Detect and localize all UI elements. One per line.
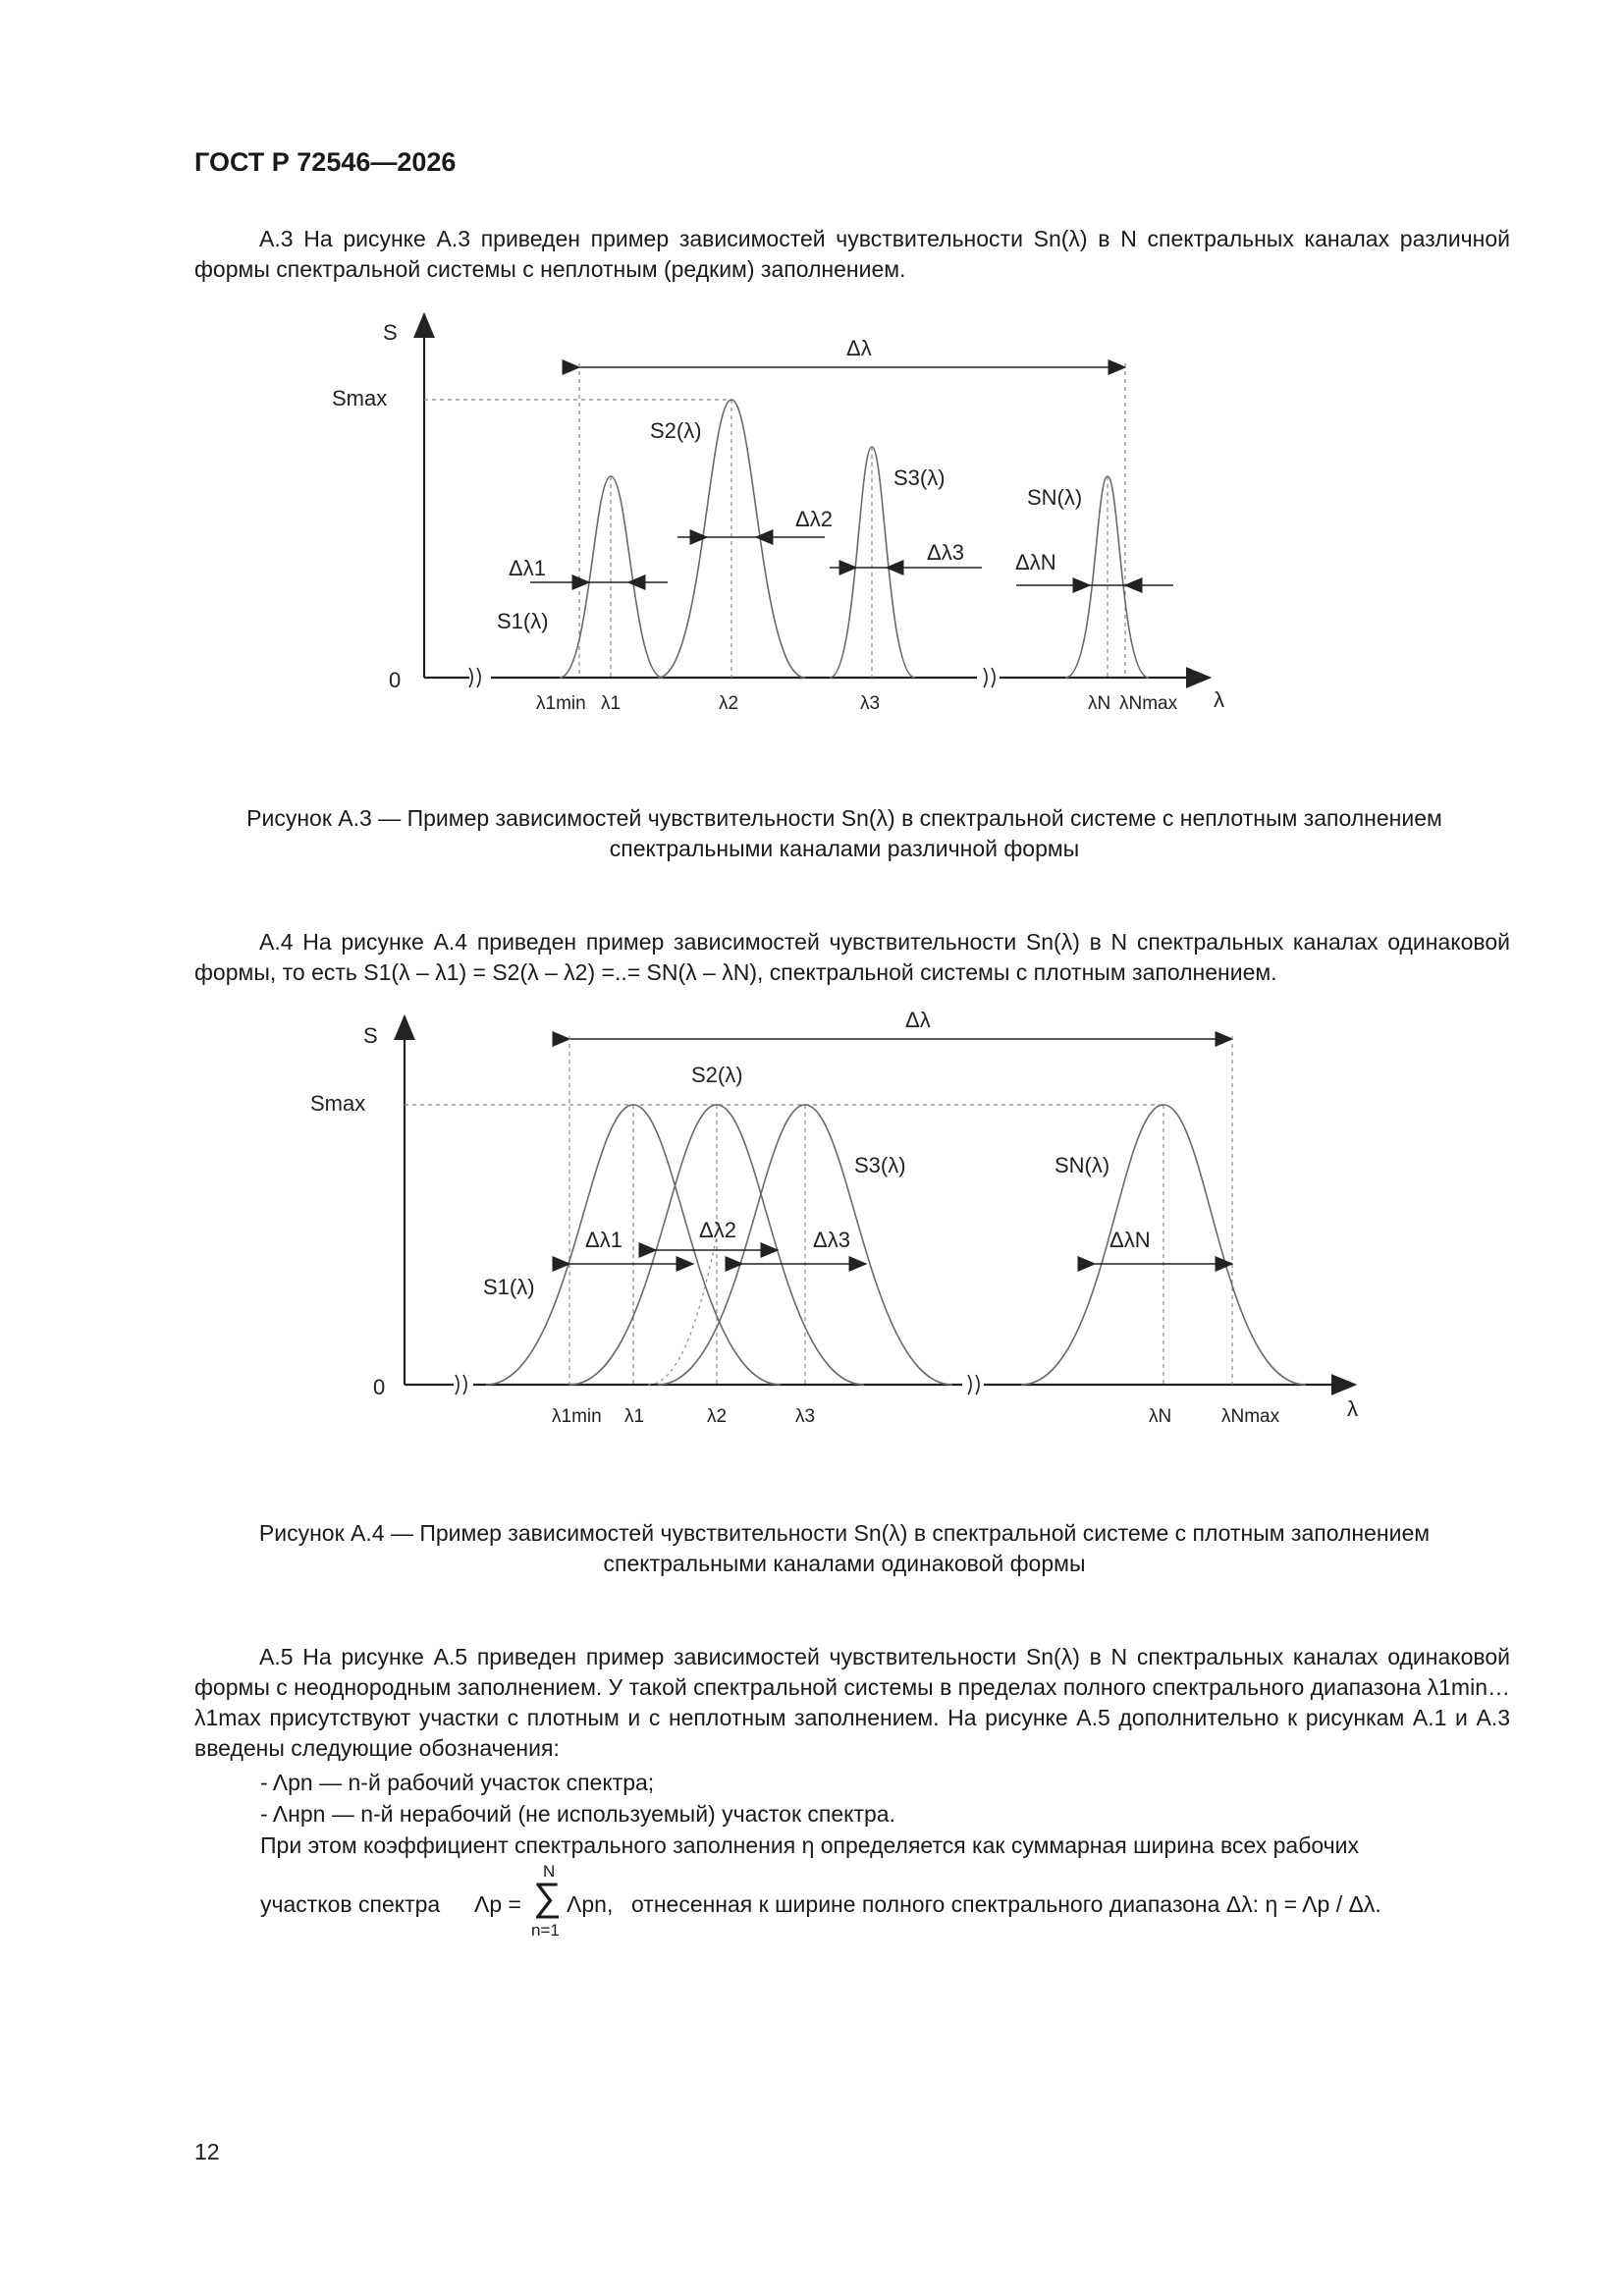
formula	[260, 1862, 1537, 1941]
formula-sum-bottom: n=1	[531, 1921, 560, 1940]
width-label-N: ΔλN	[1109, 1228, 1151, 1252]
range-label: Δλ	[846, 336, 872, 360]
caption-a3-line1: Рисунок А.3 — Пример зависимостей чувствительности Sn(λ) в спектральной системе с неплотным заполнением	[246, 805, 1442, 831]
figure-a4	[0, 992, 1623, 1444]
page-number: 12	[194, 2139, 220, 2164]
y-axis-label: S	[363, 1023, 378, 1048]
curve-s1	[560, 476, 663, 678]
y-axis-label: S	[383, 320, 398, 345]
caption-a4	[157, 1518, 1532, 1579]
tick-lambdaNmax: λNmax	[1221, 1406, 1280, 1427]
zero-label: 0	[389, 668, 402, 692]
tick-lambda2: λ2	[719, 693, 739, 714]
curve-label-sN: SN(λ)	[1027, 485, 1083, 510]
tick-lambda1min: λ1min	[536, 693, 586, 714]
curve-label-s2: S2(λ)	[650, 418, 702, 443]
tick-lambda3: λ3	[795, 1406, 816, 1427]
curve-label-s1: S1(λ)	[483, 1275, 535, 1299]
formula-term: Λpn,	[567, 1891, 614, 1917]
formula-sum-top: N	[543, 1862, 556, 1881]
axis-break-1	[456, 1375, 466, 1394]
smax-label: Smax	[332, 386, 388, 410]
caption-a4-line1: Рисунок А.4 — Пример зависимостей чувствительности Sn(λ) в спектральной системе с плотным заполнением	[258, 1520, 1431, 1546]
axis-break-1	[469, 668, 480, 687]
caption-a3	[157, 803, 1532, 864]
tick-lambda1min: λ1min	[552, 1406, 602, 1427]
figure-a3	[0, 295, 1623, 727]
paragraph-a5	[194, 1642, 1510, 1764]
tick-lambdaN: λN	[1088, 693, 1111, 714]
tick-lambdaN: λN	[1149, 1406, 1172, 1427]
tick-lambda1: λ1	[624, 1406, 645, 1427]
curve-label-s1: S1(λ)	[497, 609, 549, 633]
formula-sum-sign: ∑	[533, 1876, 562, 1919]
width-label-2: Δλ2	[795, 507, 833, 531]
range-label: Δλ	[905, 1008, 931, 1032]
curve-s2-hidden	[648, 1237, 717, 1385]
document-header: ГОСТ Р 72546—2026	[194, 147, 457, 177]
width-label-3: Δλ3	[927, 540, 964, 565]
width-label-1: Δλ1	[509, 556, 546, 580]
formula-lead: участков спектра	[260, 1891, 441, 1917]
list-item: - Λнpn — n-й нерабочий (не используемый) участок спектра.	[260, 1801, 895, 1827]
formula-tail: отнесенная к ширине полного спектрального диапазона Δλ: η = Λp / Δλ.	[631, 1891, 1381, 1917]
curve-label-sN: SN(λ)	[1055, 1153, 1110, 1177]
width-label-1: Δλ1	[585, 1228, 622, 1252]
width-label-N: ΔλN	[1015, 550, 1056, 574]
paragraph-a5-text: А.5 На рисунке А.5 приведен пример зависимостей чувствительности Sn(λ) в N спектральных каналах одинаковой формы с неоднородным заполнением. У такой спектральной системы в пределах полного спектрального диапазона λ1min…λ1max присутствуют участки с плотным и с неплотным заполнением. На рисунке А.5 дополнительно к рисункам А.1 и А.3 введены следующие обозначения:	[194, 1644, 1510, 1761]
zero-label: 0	[373, 1375, 386, 1399]
caption-a4-line2: спектральными каналами одинаковой формы	[603, 1551, 1086, 1576]
paragraph-a4-text: А.4 На рисунке А.4 приведен пример зависимостей чувствительности Sn(λ) в N спектральных каналах одинаковой формы, то есть S1(λ – λ1) = S2(λ – λ2) =..= SN(λ – λN), спектральной системы с плотным заполнением.	[194, 929, 1510, 985]
curve-label-s3: S3(λ)	[854, 1153, 906, 1177]
formula-lhs: Λp =	[474, 1891, 521, 1917]
paragraph-a4	[194, 927, 1510, 988]
smax-label: Smax	[310, 1091, 366, 1116]
tick-lambda1: λ1	[601, 693, 622, 714]
paragraph-eta: При этом коэффициент спектрального заполнения η определяется как суммарная ширина всех рабочих	[260, 1832, 1359, 1858]
tick-lambda3: λ3	[860, 693, 881, 714]
x-axis-label: λ	[1214, 687, 1224, 712]
tick-lambdaNmax: λNmax	[1119, 693, 1178, 714]
caption-a3-line2: спектральными каналами различной формы	[609, 836, 1080, 861]
paragraph-a3	[194, 224, 1510, 285]
x-axis-label: λ	[1347, 1396, 1358, 1421]
tick-lambda2: λ2	[707, 1406, 728, 1427]
list-item: - Λpn — n-й рабочий участок спектра;	[260, 1770, 655, 1795]
paragraph-a3-text: А.3 На рисунке А.3 приведен пример зависимостей чувствительности Sn(λ) в N спектральных каналах различной формы спектральной системы с неплотным (редким) заполнением.	[194, 226, 1510, 282]
axis-break-2	[968, 1375, 979, 1394]
width-label-2: Δλ2	[699, 1218, 736, 1242]
curve-label-s2: S2(λ)	[691, 1063, 743, 1087]
axis-break-2	[984, 668, 995, 687]
curve-label-s3: S3(λ)	[893, 465, 946, 490]
width-label-3: Δλ3	[813, 1228, 850, 1252]
